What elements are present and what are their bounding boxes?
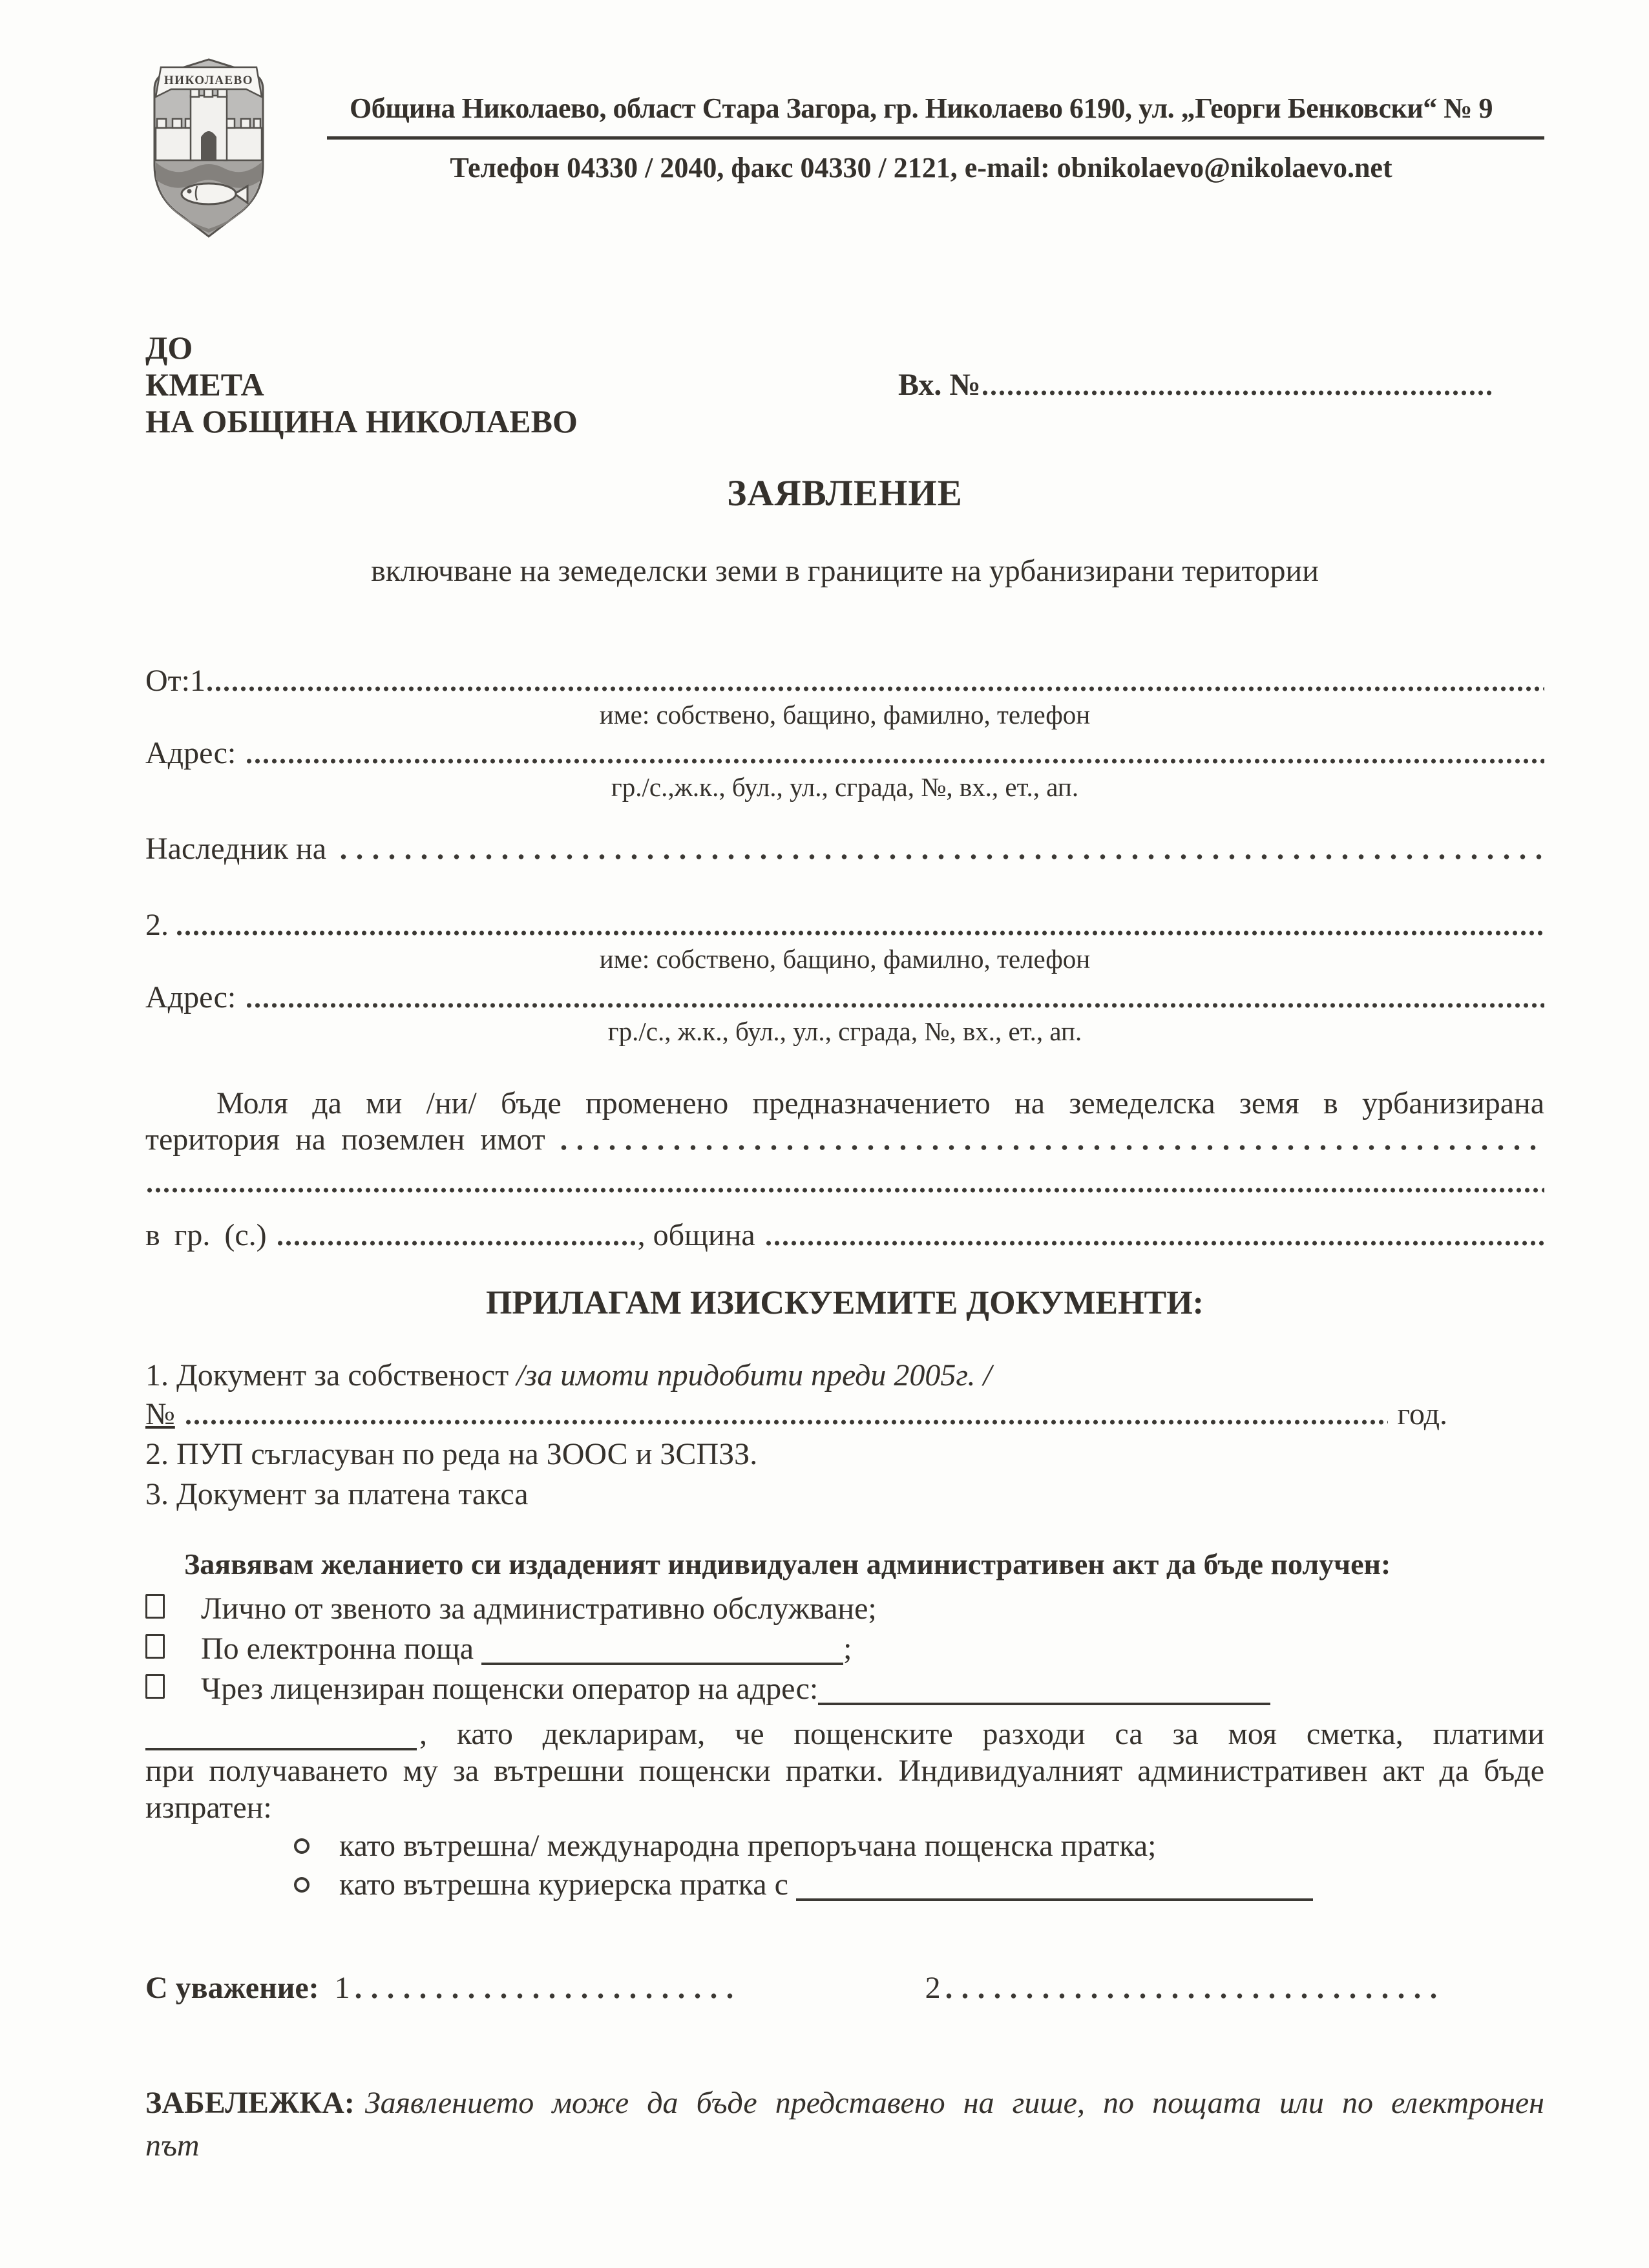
delivery-option-email-label: По електронна поща: [201, 1632, 474, 1666]
applicant2-address-field[interactable]: [245, 1002, 1544, 1009]
applicant2-name-hint: име: собствено, бащино, фамилно, телефон: [599, 944, 1091, 974]
request-paragraph: [145, 1086, 1544, 1253]
shipment-option-registered: [145, 1829, 1544, 1864]
email-address-field[interactable]: [481, 1661, 843, 1665]
radio-registered-mail[interactable]: [294, 1838, 310, 1854]
postal-address-field-continued[interactable]: [145, 1747, 417, 1750]
signature-label: С уважение:: [145, 1971, 319, 2005]
document-item-2: 2. ПУП съгласуван по реда на ЗООС и ЗСПЗЗ.: [145, 1437, 758, 1471]
checkbox-postal-delivery[interactable]: [145, 1674, 165, 1699]
document-year-label: год.: [1397, 1397, 1447, 1431]
request-parcel-label: територия на поземлен имот: [145, 1122, 545, 1157]
declaration-line1-text: , като декларирам, че пощенските разходи са за моя сметка, платими: [419, 1717, 1544, 1751]
document-item-1-italic: /за имоти придобити преди 2005г. /: [516, 1358, 992, 1392]
shipment-option-courier: [145, 1867, 1544, 1902]
delivery-option-personal-label: Лично от звеното за административно обслужване;: [201, 1591, 877, 1626]
applicant1-name-hint: име: собствено, бащино, фамилно, телефон: [599, 700, 1091, 730]
applicant1-name-row: [145, 664, 1544, 698]
checkbox-personal-delivery[interactable]: [145, 1594, 165, 1619]
request-line2: [145, 1122, 1544, 1157]
heir-label: Наследник на: [145, 832, 327, 866]
municipality-coat-of-arms: [145, 57, 272, 239]
document-item-1-text: 1. Документ за собственост: [145, 1358, 517, 1392]
shipment-option-registered-label: като вътрешна/ международна препоръчана пощенска пратка;: [339, 1829, 1157, 1863]
municipality-label: , община: [637, 1218, 755, 1252]
signature1-field[interactable]: [350, 1993, 738, 1999]
addressee-line-municipality: НА ОБЩИНА НИКОЛАЕВО: [145, 403, 578, 439]
heir-row: [145, 832, 1544, 866]
delivery-option-postal-label: Чрез лицензиран пощенски оператор на адрес:: [201, 1672, 819, 1706]
document-number-field[interactable]: [184, 1419, 1389, 1425]
signature-row: [145, 1970, 1544, 2006]
form-subtitle: включване на земеделски земи в границите на урбанизирани територии: [371, 554, 1319, 588]
delivery-option-personal: [145, 1591, 1544, 1626]
document-number-label: №: [145, 1397, 175, 1431]
letterhead: [145, 0, 1544, 239]
documents-heading: ПРИЛАГАМ ИЗИСКУЕМИТЕ ДОКУМЕНТИ:: [485, 1285, 1204, 1321]
note-label: ЗАБЕЛЕЖКА:: [145, 2086, 355, 2120]
declaration-line1: [145, 1716, 1544, 1752]
document-item-1: [145, 1358, 1544, 1394]
parcel-field[interactable]: [556, 1144, 1544, 1151]
applicant2-address-row: [145, 980, 1544, 1015]
note-line1: [145, 2082, 1544, 2125]
applicant1-from-label: От:1: [145, 664, 205, 698]
declaration-line2: при получаването му за вътрешни пощенски пратки. Индивидуалният административен акт да бъде: [145, 1754, 1544, 1788]
delivery-option-email: [145, 1632, 1544, 1666]
organization-line: Община Николаево, област Стара Загора, гр. Николаево 6190, ул. „Георги Бенковски“ № 9: [350, 92, 1493, 124]
applicant1-address-hint: гр./с.,ж.к., бул., ул., сграда, №, вх., ет., ап.: [611, 772, 1079, 802]
request-line4: [145, 1218, 1544, 1253]
incoming-number-field[interactable]: [981, 390, 1493, 396]
coat-of-arms-graphic: [145, 57, 272, 239]
addressee-line-mayor: КМЕТА: [145, 366, 264, 403]
incoming-number-label: Вх. №: [898, 368, 981, 402]
city-field[interactable]: [276, 1240, 638, 1246]
postal-address-field[interactable]: [818, 1701, 1270, 1705]
parcel-field-continued[interactable]: [145, 1187, 1544, 1193]
shipment-option-courier-label: като вътрешна куриерска пратка с: [339, 1867, 788, 1902]
document-item-3: 3. Документ за платена такса: [145, 1477, 529, 1511]
note-text-line1: Заявлението може да бъде представено на гише, по пощата или по електронен: [364, 2086, 1544, 2120]
delivery-option-email-suffix: ;: [843, 1632, 852, 1666]
signature2-field[interactable]: [941, 1993, 1442, 1999]
form-title: ЗАЯВЛЕНИЕ: [727, 473, 963, 514]
applicant1-address-field[interactable]: [245, 758, 1544, 764]
postal-declaration: [145, 1716, 1544, 1826]
applicant1-name-field[interactable]: [205, 686, 1544, 692]
delivery-heading: Заявявам желанието си издаденият индивидуален административен акт да бъде получен:: [184, 1548, 1391, 1580]
addressee-line-to: ДО: [145, 330, 193, 366]
request-line1: Моля да ми /ни/ бъде променено предназначението на земеделска земя в урбанизирана: [216, 1086, 1544, 1120]
applicant1-address-label: Адрес:: [145, 736, 236, 770]
addressee-block: [145, 330, 1544, 440]
applicant2-address-label: Адрес:: [145, 980, 236, 1014]
contact-line: Телефон 04330 / 2040, факс 04330 / 2121, e-mail: obnikolaevo@nikolaevo.net: [450, 152, 1392, 184]
incoming-number-row: [898, 366, 1493, 403]
emblem-door: [201, 131, 216, 160]
applicant2-address-hint: гр./с., ж.к., бул., ул., сграда, №, вх., ет., ап.: [607, 1016, 1082, 1046]
letterhead-text: [272, 57, 1544, 239]
municipality-field[interactable]: [764, 1240, 1544, 1246]
city-label: в гр. (с.): [145, 1218, 267, 1252]
signature1-index: 1: [334, 1971, 350, 2005]
applicant2-name-row: [145, 908, 1544, 943]
letterhead-divider: [327, 136, 1544, 140]
applicant1-address-row: [145, 736, 1544, 771]
emblem-banner-text: НИКОЛАЕВО: [163, 74, 254, 87]
applicant2-name-field[interactable]: [175, 930, 1544, 936]
radio-courier[interactable]: [294, 1877, 310, 1893]
heir-field[interactable]: [335, 854, 1544, 860]
checkbox-email-delivery[interactable]: [145, 1634, 165, 1659]
note-block: [145, 2082, 1544, 2167]
signature2-index: 2: [925, 1971, 941, 2005]
declaration-line3: изпратен:: [145, 1790, 272, 1825]
courier-name-field[interactable]: [796, 1897, 1313, 1901]
delivery-option-postal: [145, 1672, 1544, 1706]
document-number-row: [145, 1396, 1544, 1433]
note-text-line2: път: [145, 2128, 200, 2163]
applicant2-number-label: 2.: [145, 908, 169, 942]
